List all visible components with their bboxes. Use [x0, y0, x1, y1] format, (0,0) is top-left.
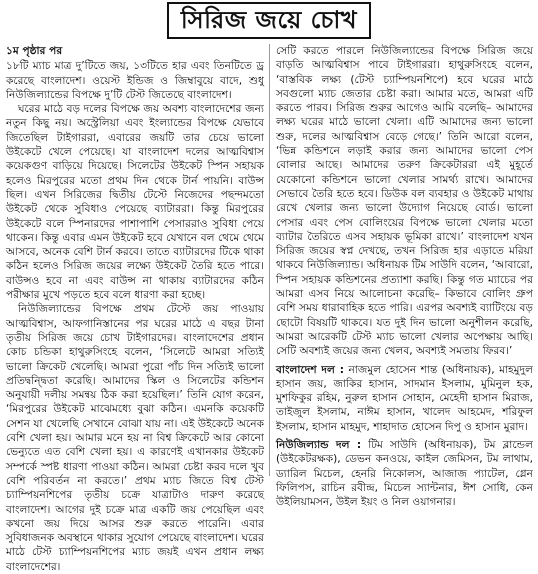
headline: সিরিজ জয়ে চোখ — [167, 2, 371, 39]
squad-list: টিম সাউদি (অধিনায়ক), টম ব্লান্ডেল (উইকেটরক্ষক), ডেভন কনওয়ে, কাইল জেমিসন, টম লাথাম, ড্যারিল মিচেল, হেনরি নিকোলস, আজাজ প্যাটেল, গ্লেন ফিলিপস, রাচিন রবীন্দ্র, মিচেল স্যান্টনার, ঈশ সোধি, কেন উইলিয়ামসন, উইল ইয়ং ও নিল ওয়াগনার। — [276, 439, 533, 509]
squad-label: নিউজিল্যান্ড দল : — [276, 439, 362, 452]
left-column — [6, 44, 264, 573]
right-column — [276, 44, 533, 509]
squad-list: নাজমুল হোসেন শান্ত (অধিনায়ক), মাহমুদুল হাসান জয়, জাকির হাসান, সাদমান ইসলাম, মুমিনুল হক, মুশফিকুর রহিম, নুরুল হাসান সোহান, মেহেদী হাসান মিরাজ, তাইজুল ইসলাম, নাঈম হাসান, খালেদ আহমেদ, শরিফুল ইসলাম, হাসান মাহমুদ, শাহাদাত হোসেন দিপু ও হাসান মুরাদ। — [276, 363, 533, 433]
article-paragraph-2: ঘরের মাঠে বড় দলের বিপক্ষে জয় অবশ্য বাংলাদেশের জন্য নতুন কিছু নয়। অস্ট্রেলিয়া এবং ইংল্যান্ডের বিপক্ষে যেভাবে জিতেছিল টাইগাররা, এবারের জয়টি তার চেয়ে ভালো উইকেটে খেলে পেয়েছে। যা বাংলাদেশ দলের আত্মবিশ্বাস কয়েকগুণ বাড়িয়ে দিয়েছে। সিলেটের উইকেট স্পিন সহায়ক হলেও মিরপুরের মতো প্রথম দিন থেকে টার্ন পায়নি। বাউন্স ছিল। এখন সিরিজের দ্বিতীয় টেস্টে নিজেদের পছন্দমতো উইকেট থেকে সুবিধাও পেয়েছে ব্যাটাররা। কিন্তু মিরপুরের উইকেটে বলে স্পিনারদের পাশাপাশি পেসাররাও সুবিধা পেয়ে থাকেন। কিন্তু এবার এমন উইকেট হবে যেখানে বল থেমে থেমে আসবে, অনেক বেশি টার্ন করবে। তাতে ব্যাটারদের টিকে থাকা কঠিন হলেও সিরিজ জয়ের লক্ষ্যে উইকেট তৈরি হতে পারে। বাউন্সও হবে না এবং বাউন্স না থাকায় ব্যাটারদের কঠিন পরীক্ষার মুখে পড়তে হবে বলে ধারণা করা হচ্ছে। — [6, 103, 264, 302]
bangladesh-squad — [276, 363, 533, 434]
newzealand-squad — [276, 438, 533, 509]
article-paragraph-3: নিউজিল্যান্ডের বিপক্ষে প্রথম টেস্টে জয় পাওয়ায় আত্মবিশ্বাস, আফগানিস্তানের পর ঘরের মাঠে এ বছর টানা তৃতীয় সিরিজ জয়ে চোখ টাইগারদের। বাংলাদেশের প্রধান কোচ চন্ডিকা হাথুরুসিংহে বলেন, ‘সিলেটে আমরা সত্যিই ভালো ক্রিকেট খেলেছি। আমরা পুরো পাঁচ দিন সত্যিই ভালো প্রতিদ্বন্দ্বিতা করেছি। আমাদের স্কিল ও সিলেটের কন্ডিশন অনুযায়ী দলীয় সমন্বয় ঠিক করা হয়েছিল।’ তিনি যোগ করেন, ‘মিরপুরের উইকেট মাঝেমধ্যে বুঝা কঠিন। এমনকি কয়েকটি সেশন যা খেলেছি সেখানে বোঝা যায় না। এই উইকেটে অনেক বেশি খেলা হয়। আমার মনে হয় না বিশ্ব ক্রিকেটে আর কোনো ভেন্যুতে এত বেশি খেলা হয়। এ কারণেই এখানকার উইকেট সম্পর্কে স্পষ্ট ধারণা পাওয়া কঠিন। আমরা চেষ্টা করব দলে খুব বেশি পরিবর্তন না করতে।’ প্রথম ম্যাচ জিতে বিশ্ব টেস্ট চ্যাম্পিয়নশিপের তৃতীয় চক্রে যাত্রাটাও দারুণ করেছে বাংলাদেশ। আগের দুই চক্রে মাত্র একটি জয় পেয়েছিল এবং কখনো জয় দিয়ে আসর শুরু করতে পারেনি। এবার সুবিধাজনক অবস্থানে থাকার সুযোগ পেয়েছে বাংলাদেশ। ঘরের মাঠে টেস্ট চ্যাম্পিয়নশিপের ম্যাচ জয়ই এখন প্রধান লক্ষ্য বাংলাদেশের। — [6, 303, 264, 573]
article-paragraph-1 — [6, 44, 264, 102]
article-paragraph-4: সেটি করতে পারলে নিউজিল্যান্ডের বিপক্ষে সিরিজ জয়ে বাড়তি আত্মবিশ্বাস পাবে টাইগাররা। হাথুরুসিংহে বলেন, ‘বাস্তবিক লক্ষ্য (টেস্ট চ্যাম্পিয়নশিপে) হবে ঘরের মাঠে সবগুলো ম্যাচ জেতার চেষ্টা করা। আমার মতে, আমরা এটি করতে পারব। সিরিজ শুরুর আগেও আমি বলেছি– আমাদের লক্ষ্য ঘরের মাঠে ভালো খেলা। এটি আমাদের জন্য ভালো শুরু, দলের আত্মবিশ্বাস বেড়ে গেছে।’ তিনি আরো বলেন, ‘ভিন্ন কন্ডিশনে লড়াই করার জন্য আমাদের ভালো পেস বোলার আছে। আমাদের তরুণ ক্রিকেটাররা এই মুহূর্তে যেকোনো কন্ডিশনে ভালো খেলার সামর্থ্য রাখে। আমাদের সেভাবে তৈরি হতে হবে। ডিউক বল ব্যবহার ও উইকেট মাথায় রেখে খেলার জন্য ভালো উদ্যোগ নিয়েছে বোর্ড। ভালো পেসার এবং পেস বোলিংয়ের বিপক্ষে ভালো খেলার মতো ব্যাটার তৈরিতে এসব সহায়ক ভূমিকা রাখে।’ বাংলাদেশ যখন সিরিজ জয়ের স্বপ্ন দেখছে, তখন সিরিজ হার এড়াতে মরিয়া থাকবে নিউজিল্যান্ড। অধিনায়ক টিম সাউদি বলেন, ‘আবারো, স্পিন সহায়ক কন্ডিশনের প্রত্যাশা করছি। কিন্তু গত ম্যাচের পর আমরা এসব নিয়ে আলোচনা করেছি– কিভাবে বোলিং গ্রুপ বেশি সময় ধারাবাহিক হতে পারি। এরপর অবশ্যই ব্যাটিংয়ে বড় ছোটো বিষয়টি থাকবে। যত দুই দিন ভালো অনুশীলন করেছি, আমরা আরেকটি টেস্ট ম্যাচ ভালো খেলার অপেক্ষায় আছি। সেটি অবশ্যই জয়ের জন্য খেলব, অবশ্যই সমতায় ফিরব।’ — [276, 45, 533, 358]
squad-label: বাংলাদেশ দল : — [276, 363, 344, 376]
column-divider — [269, 44, 270, 476]
paragraph-text: ১৮টি ম্যাচ মাত্র দু’টিতে জয়, ১৩টিতে হার এবং তিনটিতে ড্র করেছে বাংলাদেশ। ওয়েস্ট ইন্ডিজ ও জিম্বাবুয়ে বাদে, শুধু নিউজিল্যান্ডের বিপক্ষে দু’টি টেস্ট জিতেছে বাংলাদেশ। — [6, 60, 264, 101]
continued-from-label: ১ম পৃষ্ঠার পর — [6, 45, 63, 57]
headline-box — [0, 0, 538, 40]
